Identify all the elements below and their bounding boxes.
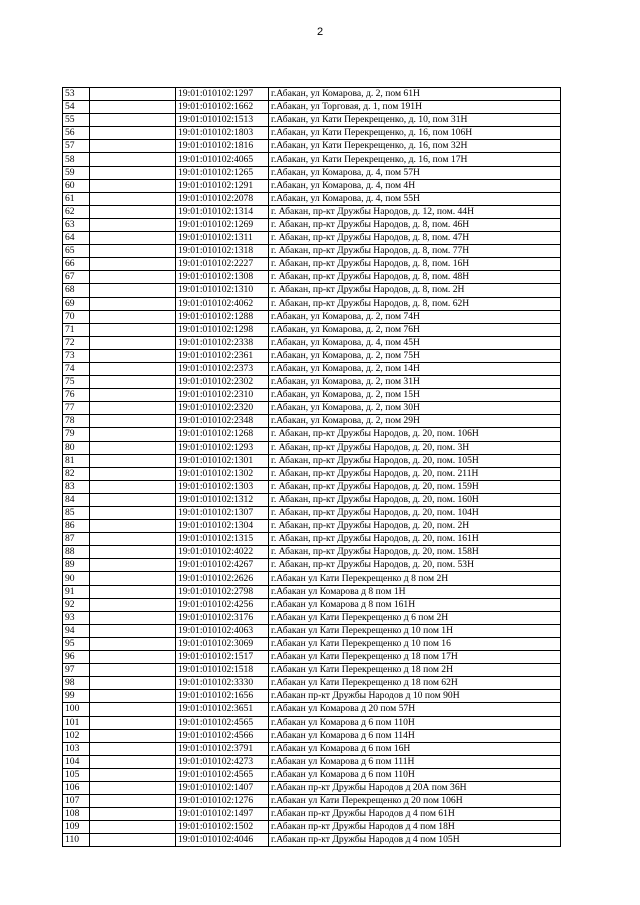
- table-row: [63, 533, 561, 546]
- blank-cell: [90, 284, 176, 297]
- blank-cell: [90, 742, 176, 755]
- blank-cell: [90, 493, 176, 506]
- address-cell: г. Абакан, пр-кт Дружбы Народов, д. 20, пом. 161Н: [269, 533, 561, 546]
- blank-cell: [90, 559, 176, 572]
- blank-cell: [90, 507, 176, 520]
- cadastral-number-cell: 19:01:010102:1307: [176, 507, 269, 520]
- address-cell: г.Абакан ул Кати Перекрещенко д 18 пом 2Н: [269, 664, 561, 677]
- cadastral-number-cell: 19:01:010102:1656: [176, 690, 269, 703]
- address-cell: г.Абакан, ул Комарова, д. 2, пом 14Н: [269, 362, 561, 375]
- table-row: [63, 834, 561, 847]
- row-number-cell: 56: [63, 127, 90, 140]
- address-cell: г.Абакан ул Комарова д 8 пом 1Н: [269, 585, 561, 598]
- cadastral-number-cell: 19:01:010102:4566: [176, 729, 269, 742]
- address-cell: г.Абакан пр-кт Дружбы Народов д 10 пом 90Н: [269, 690, 561, 703]
- row-number-cell: 83: [63, 480, 90, 493]
- address-cell: г.Абакан ул Кати Перекрещенко д 10 пом 1Н: [269, 624, 561, 637]
- blank-cell: [90, 729, 176, 742]
- blank-cell: [90, 520, 176, 533]
- row-number-cell: 100: [63, 703, 90, 716]
- blank-cell: [90, 336, 176, 349]
- row-number-cell: 85: [63, 507, 90, 520]
- blank-cell: [90, 677, 176, 690]
- address-cell: г. Абакан, пр-кт Дружбы Народов, д. 20, пом. 53Н: [269, 559, 561, 572]
- cadastral-number-cell: 19:01:010102:2338: [176, 336, 269, 349]
- table-row: [63, 572, 561, 585]
- row-number-cell: 99: [63, 690, 90, 703]
- blank-cell: [90, 533, 176, 546]
- cadastral-number-cell: 19:01:010102:1517: [176, 651, 269, 664]
- cadastral-number-cell: 19:01:010102:1302: [176, 467, 269, 480]
- row-number-cell: 73: [63, 349, 90, 362]
- address-cell: г.Абакан ул Комарова д 6 пом 114Н: [269, 729, 561, 742]
- row-number-cell: 106: [63, 781, 90, 794]
- address-cell: г.Абакан ул Комарова д 20 пом 57Н: [269, 703, 561, 716]
- table-row: [63, 245, 561, 258]
- table-row: [63, 310, 561, 323]
- cadastral-number-cell: 19:01:010102:1297: [176, 88, 269, 101]
- table-row: [63, 559, 561, 572]
- address-cell: г.Абакан пр-кт Дружбы Народов д 4 пом 61Н: [269, 808, 561, 821]
- row-number-cell: 105: [63, 768, 90, 781]
- table-row: [63, 362, 561, 375]
- row-number-cell: 86: [63, 520, 90, 533]
- blank-cell: [90, 467, 176, 480]
- address-cell: г. Абакан, пр-кт Дружбы Народов, д. 8, пом. 62Н: [269, 297, 561, 310]
- address-cell: г.Абакан ул Комарова д 8 пом 161Н: [269, 598, 561, 611]
- blank-cell: [90, 808, 176, 821]
- row-number-cell: 54: [63, 101, 90, 114]
- cadastral-number-cell: 19:01:010102:1304: [176, 520, 269, 533]
- row-number-cell: 109: [63, 821, 90, 834]
- row-number-cell: 63: [63, 218, 90, 231]
- address-cell: г.Абакан ул Комарова д 6 пом 110Н: [269, 716, 561, 729]
- row-number-cell: 84: [63, 493, 90, 506]
- address-cell: г.Абакан ул Комарова д 6 пом 111Н: [269, 755, 561, 768]
- table-row: [63, 389, 561, 402]
- cadastral-number-cell: 19:01:010102:1268: [176, 428, 269, 441]
- table-row: [63, 284, 561, 297]
- cadastral-number-cell: 19:01:010102:4063: [176, 624, 269, 637]
- blank-cell: [90, 310, 176, 323]
- table-row: [63, 598, 561, 611]
- cadastral-number-cell: 19:01:010102:4062: [176, 297, 269, 310]
- cadastral-number-cell: 19:01:010102:3176: [176, 611, 269, 624]
- address-cell: г. Абакан, пр-кт Дружбы Народов, д. 8, пом. 48Н: [269, 271, 561, 284]
- blank-cell: [90, 205, 176, 218]
- table-row: [63, 742, 561, 755]
- cadastral-number-cell: 19:01:010102:2626: [176, 572, 269, 585]
- table-row: [63, 637, 561, 650]
- cadastral-number-cell: 19:01:010102:2227: [176, 258, 269, 271]
- table-row: [63, 297, 561, 310]
- blank-cell: [90, 376, 176, 389]
- cadastral-number-cell: 19:01:010102:4273: [176, 755, 269, 768]
- blank-cell: [90, 454, 176, 467]
- row-number-cell: 58: [63, 153, 90, 166]
- registry-rows: [63, 88, 561, 847]
- row-number-cell: 60: [63, 179, 90, 192]
- cadastral-number-cell: 19:01:010102:1518: [176, 664, 269, 677]
- table-row: [63, 323, 561, 336]
- address-cell: г. Абакан, пр-кт Дружбы Народов, д. 20, пом. 160Н: [269, 493, 561, 506]
- blank-cell: [90, 637, 176, 650]
- address-cell: г.Абакан ул Кати Перекрещенко д 20 пом 106Н: [269, 795, 561, 808]
- cadastral-number-cell: 19:01:010102:1502: [176, 821, 269, 834]
- table-row: [63, 205, 561, 218]
- address-cell: г.Абакан, ул Комарова, д. 2, пом 74Н: [269, 310, 561, 323]
- table-row: [63, 611, 561, 624]
- row-number-cell: 67: [63, 271, 90, 284]
- address-cell: г.Абакан ул Кати Перекрещенко д 8 пом 2Н: [269, 572, 561, 585]
- row-number-cell: 72: [63, 336, 90, 349]
- table-row: [63, 755, 561, 768]
- cadastral-number-cell: 19:01:010102:2373: [176, 362, 269, 375]
- row-number-cell: 96: [63, 651, 90, 664]
- cadastral-number-cell: 19:01:010102:1311: [176, 232, 269, 245]
- row-number-cell: 81: [63, 454, 90, 467]
- cadastral-number-cell: 19:01:010102:1315: [176, 533, 269, 546]
- blank-cell: [90, 664, 176, 677]
- blank-cell: [90, 297, 176, 310]
- blank-cell: [90, 690, 176, 703]
- row-number-cell: 69: [63, 297, 90, 310]
- table-row: [63, 101, 561, 114]
- cadastral-number-cell: 19:01:010102:1662: [176, 101, 269, 114]
- blank-cell: [90, 480, 176, 493]
- table-row: [63, 376, 561, 389]
- cadastral-number-cell: 19:01:010102:1276: [176, 795, 269, 808]
- cadastral-number-cell: 19:01:010102:4065: [176, 153, 269, 166]
- address-cell: г.Абакан ул Комарова д 6 пом 16Н: [269, 742, 561, 755]
- table-row: [63, 127, 561, 140]
- row-number-cell: 107: [63, 795, 90, 808]
- blank-cell: [90, 572, 176, 585]
- cadastral-number-cell: 19:01:010102:1314: [176, 205, 269, 218]
- row-number-cell: 53: [63, 88, 90, 101]
- row-number-cell: 62: [63, 205, 90, 218]
- blank-cell: [90, 127, 176, 140]
- blank-cell: [90, 768, 176, 781]
- table-row: [63, 179, 561, 192]
- address-cell: г. Абакан, пр-кт Дружбы Народов, д. 8, пом. 16Н: [269, 258, 561, 271]
- cadastral-number-cell: 19:01:010102:1303: [176, 480, 269, 493]
- cadastral-number-cell: 19:01:010102:2302: [176, 376, 269, 389]
- blank-cell: [90, 441, 176, 454]
- blank-cell: [90, 703, 176, 716]
- cadastral-number-cell: 19:01:010102:4565: [176, 768, 269, 781]
- cadastral-number-cell: 19:01:010102:1298: [176, 323, 269, 336]
- table-row: [63, 349, 561, 362]
- address-cell: г.Абакан ул Кати Перекрещенко д 18 пом 17Н: [269, 651, 561, 664]
- address-cell: г. Абакан, пр-кт Дружбы Народов, д. 8, пом. 46Н: [269, 218, 561, 231]
- address-cell: г.Абакан, ул Комарова, д. 2, пом 29Н: [269, 415, 561, 428]
- table-row: [63, 428, 561, 441]
- row-number-cell: 101: [63, 716, 90, 729]
- row-number-cell: 68: [63, 284, 90, 297]
- table-row: [63, 166, 561, 179]
- table-row: [63, 192, 561, 205]
- address-cell: г.Абакан ул Кати Перекрещенко д 10 пом 16: [269, 637, 561, 650]
- address-cell: г.Абакан пр-кт Дружбы Народов д 4 пом 105Н: [269, 834, 561, 847]
- row-number-cell: 59: [63, 166, 90, 179]
- cadastral-number-cell: 19:01:010102:2320: [176, 402, 269, 415]
- blank-cell: [90, 781, 176, 794]
- address-cell: г. Абакан, пр-кт Дружбы Народов, д. 8, пом. 47Н: [269, 232, 561, 245]
- cadastral-number-cell: 19:01:010102:1497: [176, 808, 269, 821]
- address-cell: г. Абакан, пр-кт Дружбы Народов, д. 20, пом. 104Н: [269, 507, 561, 520]
- table-row: [63, 441, 561, 454]
- address-cell: г.Абакан ул Кати Перекрещенко д 18 пом 62Н: [269, 677, 561, 690]
- address-cell: г. Абакан, пр-кт Дружбы Народов, д. 8, пом. 2Н: [269, 284, 561, 297]
- table-row: [63, 153, 561, 166]
- row-number-cell: 57: [63, 140, 90, 153]
- address-cell: г.Абакан ул Кати Перекрещенко д 6 пом 2Н: [269, 611, 561, 624]
- blank-cell: [90, 795, 176, 808]
- blank-cell: [90, 153, 176, 166]
- address-cell: г. Абакан, пр-кт Дружбы Народов, д. 20, пом. 106Н: [269, 428, 561, 441]
- cadastral-number-cell: 19:01:010102:4022: [176, 546, 269, 559]
- cadastral-number-cell: 19:01:010102:1269: [176, 218, 269, 231]
- table-row: [63, 795, 561, 808]
- blank-cell: [90, 114, 176, 127]
- blank-cell: [90, 402, 176, 415]
- blank-cell: [90, 611, 176, 624]
- blank-cell: [90, 166, 176, 179]
- cadastral-number-cell: 19:01:010102:3069: [176, 637, 269, 650]
- cadastral-number-cell: 19:01:010102:1318: [176, 245, 269, 258]
- blank-cell: [90, 651, 176, 664]
- cadastral-number-cell: 19:01:010102:1265: [176, 166, 269, 179]
- cadastral-number-cell: 19:01:010102:2348: [176, 415, 269, 428]
- cadastral-number-cell: 19:01:010102:4267: [176, 559, 269, 572]
- table-row: [63, 703, 561, 716]
- table-row: [63, 218, 561, 231]
- cadastral-number-cell: 19:01:010102:1291: [176, 179, 269, 192]
- address-cell: г.Абакан, ул Кати Перекрещенко, д. 16, пом 106Н: [269, 127, 561, 140]
- row-number-cell: 108: [63, 808, 90, 821]
- row-number-cell: 79: [63, 428, 90, 441]
- table-row: [63, 493, 561, 506]
- cadastral-number-cell: 19:01:010102:3330: [176, 677, 269, 690]
- row-number-cell: 87: [63, 533, 90, 546]
- blank-cell: [90, 716, 176, 729]
- address-cell: г.Абакан, ул Комарова, д. 2, пом 76Н: [269, 323, 561, 336]
- address-cell: г. Абакан, пр-кт Дружбы Народов, д. 20, пом. 158Н: [269, 546, 561, 559]
- cadastral-number-cell: 19:01:010102:4046: [176, 834, 269, 847]
- blank-cell: [90, 101, 176, 114]
- cadastral-number-cell: 19:01:010102:2798: [176, 585, 269, 598]
- address-cell: г.Абакан, ул Кати Перекрещенко, д. 16, пом 17Н: [269, 153, 561, 166]
- table-row: [63, 402, 561, 415]
- blank-cell: [90, 218, 176, 231]
- row-number-cell: 71: [63, 323, 90, 336]
- blank-cell: [90, 821, 176, 834]
- blank-cell: [90, 585, 176, 598]
- table-row: [63, 232, 561, 245]
- table-row: [63, 467, 561, 480]
- row-number-cell: 89: [63, 559, 90, 572]
- table-row: [63, 336, 561, 349]
- blank-cell: [90, 258, 176, 271]
- address-cell: г.Абакан, ул Комарова, д. 4, пом 55Н: [269, 192, 561, 205]
- table-row: [63, 585, 561, 598]
- page-number: 2: [316, 26, 324, 38]
- address-cell: г. Абакан, пр-кт Дружбы Народов, д. 8, пом. 77Н: [269, 245, 561, 258]
- row-number-cell: 103: [63, 742, 90, 755]
- address-cell: г. Абакан, пр-кт Дружбы Народов, д. 20, пом. 2Н: [269, 520, 561, 533]
- row-number-cell: 77: [63, 402, 90, 415]
- row-number-cell: 78: [63, 415, 90, 428]
- address-cell: г.Абакан, ул Комарова, д. 2, пом 15Н: [269, 389, 561, 402]
- address-cell: г.Абакан пр-кт Дружбы Народов д 4 пом 18Н: [269, 821, 561, 834]
- address-cell: г. Абакан, пр-кт Дружбы Народов, д. 20, пом. 3Н: [269, 441, 561, 454]
- blank-cell: [90, 624, 176, 637]
- blank-cell: [90, 755, 176, 768]
- blank-cell: [90, 271, 176, 284]
- address-cell: г.Абакан, ул Комарова, д. 2, пом 31Н: [269, 376, 561, 389]
- table-row: [63, 664, 561, 677]
- cadastral-number-cell: 19:01:010102:1301: [176, 454, 269, 467]
- cadastral-number-cell: 19:01:010102:1310: [176, 284, 269, 297]
- cadastral-number-cell: 19:01:010102:2361: [176, 349, 269, 362]
- cadastral-number-cell: 19:01:010102:1312: [176, 493, 269, 506]
- cadastral-number-cell: 19:01:010102:1407: [176, 781, 269, 794]
- row-number-cell: 65: [63, 245, 90, 258]
- table-row: [63, 677, 561, 690]
- address-cell: г.Абакан, ул Торговая, д. 1, пом 191Н: [269, 101, 561, 114]
- address-cell: г.Абакан, ул Комарова, д. 2, пом 61Н: [269, 88, 561, 101]
- blank-cell: [90, 179, 176, 192]
- row-number-cell: 80: [63, 441, 90, 454]
- table-row: [63, 520, 561, 533]
- cadastral-number-cell: 19:01:010102:4256: [176, 598, 269, 611]
- address-cell: г. Абакан, пр-кт Дружбы Народов, д. 12, пом. 44Н: [269, 205, 561, 218]
- cadastral-number-cell: 19:01:010102:2310: [176, 389, 269, 402]
- table-row: [63, 808, 561, 821]
- address-cell: г. Абакан, пр-кт Дружбы Народов, д. 20, пом. 105Н: [269, 454, 561, 467]
- cadastral-number-cell: 19:01:010102:4565: [176, 716, 269, 729]
- cadastral-number-cell: 19:01:010102:1803: [176, 127, 269, 140]
- table-row: [63, 546, 561, 559]
- cadastral-number-cell: 19:01:010102:1288: [176, 310, 269, 323]
- row-number-cell: 75: [63, 376, 90, 389]
- blank-cell: [90, 834, 176, 847]
- blank-cell: [90, 245, 176, 258]
- blank-cell: [90, 140, 176, 153]
- address-cell: г.Абакан, ул Комарова, д. 2, пом 75Н: [269, 349, 561, 362]
- table-row: [63, 690, 561, 703]
- blank-cell: [90, 362, 176, 375]
- row-number-cell: 94: [63, 624, 90, 637]
- address-cell: г.Абакан, ул Кати Перекрещенко, д. 10, пом 31Н: [269, 114, 561, 127]
- row-number-cell: 110: [63, 834, 90, 847]
- address-cell: г.Абакан, ул Комарова, д. 2, пом 30Н: [269, 402, 561, 415]
- table-row: [63, 651, 561, 664]
- table-row: [63, 768, 561, 781]
- row-number-cell: 91: [63, 585, 90, 598]
- table-row: [63, 480, 561, 493]
- table-row: [63, 507, 561, 520]
- row-number-cell: 97: [63, 664, 90, 677]
- blank-cell: [90, 232, 176, 245]
- address-cell: г.Абакан, ул Комарова, д. 4, пом 57Н: [269, 166, 561, 179]
- row-number-cell: 70: [63, 310, 90, 323]
- cadastral-number-cell: 19:01:010102:1513: [176, 114, 269, 127]
- row-number-cell: 104: [63, 755, 90, 768]
- row-number-cell: 76: [63, 389, 90, 402]
- blank-cell: [90, 323, 176, 336]
- registry-table: [62, 87, 561, 847]
- table-row: [63, 271, 561, 284]
- table-row: [63, 114, 561, 127]
- address-cell: г.Абакан, ул Комарова, д. 4, пом 45Н: [269, 336, 561, 349]
- row-number-cell: 74: [63, 362, 90, 375]
- address-cell: г. Абакан, пр-кт Дружбы Народов, д. 20, пом. 159Н: [269, 480, 561, 493]
- table-row: [63, 729, 561, 742]
- address-cell: г. Абакан, пр-кт Дружбы Народов, д. 20, пом. 211Н: [269, 467, 561, 480]
- row-number-cell: 90: [63, 572, 90, 585]
- cadastral-number-cell: 19:01:010102:2078: [176, 192, 269, 205]
- table-row: [63, 716, 561, 729]
- cadastral-number-cell: 19:01:010102:3651: [176, 703, 269, 716]
- table-row: [63, 140, 561, 153]
- cadastral-number-cell: 19:01:010102:1816: [176, 140, 269, 153]
- table-row: [63, 258, 561, 271]
- blank-cell: [90, 415, 176, 428]
- table-row: [63, 624, 561, 637]
- row-number-cell: 92: [63, 598, 90, 611]
- table-row: [63, 454, 561, 467]
- row-number-cell: 64: [63, 232, 90, 245]
- blank-cell: [90, 428, 176, 441]
- address-cell: г.Абакан, ул Комарова, д. 4, пом 4Н: [269, 179, 561, 192]
- row-number-cell: 88: [63, 546, 90, 559]
- row-number-cell: 93: [63, 611, 90, 624]
- cadastral-number-cell: 19:01:010102:1308: [176, 271, 269, 284]
- row-number-cell: 55: [63, 114, 90, 127]
- row-number-cell: 95: [63, 637, 90, 650]
- blank-cell: [90, 192, 176, 205]
- cadastral-number-cell: 19:01:010102:3791: [176, 742, 269, 755]
- table-row: [63, 415, 561, 428]
- blank-cell: [90, 598, 176, 611]
- row-number-cell: 82: [63, 467, 90, 480]
- row-number-cell: 61: [63, 192, 90, 205]
- row-number-cell: 66: [63, 258, 90, 271]
- blank-cell: [90, 349, 176, 362]
- address-cell: г.Абакан, ул Кати Перекрещенко, д. 16, пом 32Н: [269, 140, 561, 153]
- table-row: [63, 821, 561, 834]
- row-number-cell: 98: [63, 677, 90, 690]
- blank-cell: [90, 389, 176, 402]
- table-row: [63, 781, 561, 794]
- row-number-cell: 102: [63, 729, 90, 742]
- blank-cell: [90, 546, 176, 559]
- table-row: [63, 88, 561, 101]
- blank-cell: [90, 88, 176, 101]
- address-cell: г.Абакан пр-кт Дружбы Народов д 20А пом 36Н: [269, 781, 561, 794]
- address-cell: г.Абакан ул Комарова д 6 пом 110Н: [269, 768, 561, 781]
- cadastral-number-cell: 19:01:010102:1293: [176, 441, 269, 454]
